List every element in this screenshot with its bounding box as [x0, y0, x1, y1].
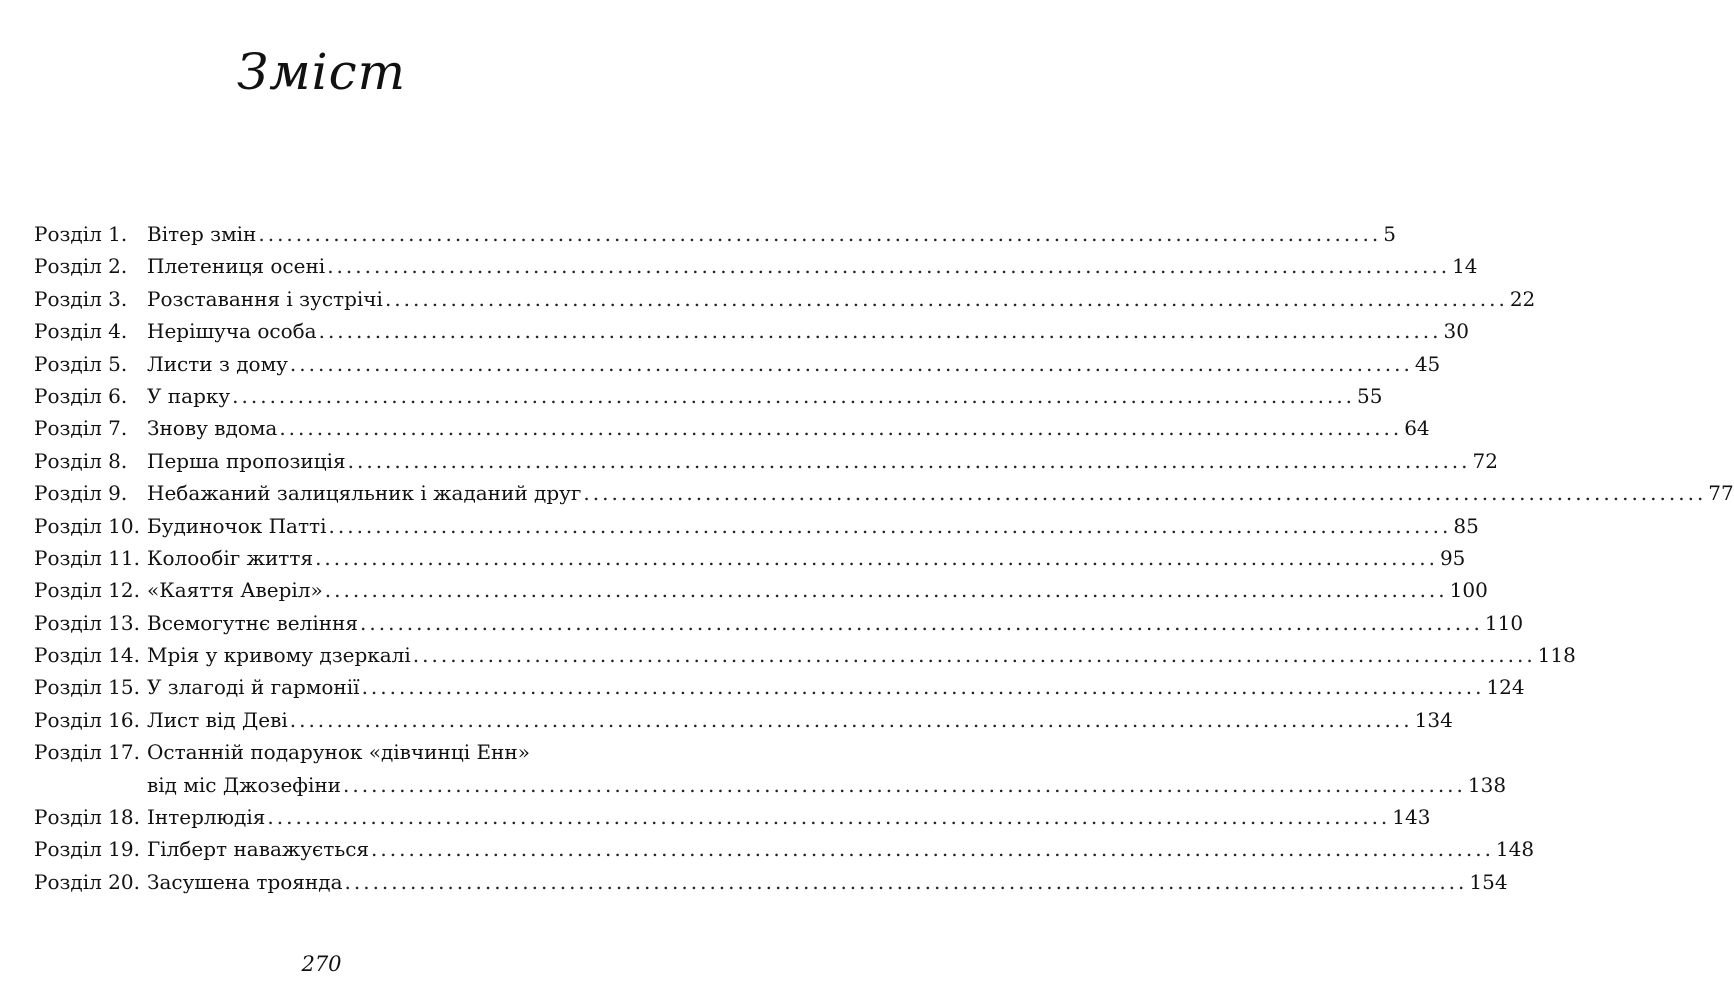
dot-leader: ........................................................................................................................ — [324, 578, 1448, 603]
chapter-title: Будиночок Патті — [147, 513, 327, 538]
chapter-page: 154 — [1469, 869, 1508, 894]
chapter-label: Розділ 4. — [34, 319, 128, 344]
toc-entry — [34, 639, 1576, 671]
toc-entry — [34, 412, 1430, 444]
toc-entry — [34, 315, 1469, 347]
page-number: 270 — [301, 952, 342, 976]
chapter-title: «Каяття Аверіл» — [147, 578, 323, 603]
chapter-label: Розділ 1. — [34, 222, 128, 246]
dot-leader: ........................................................................................................................ — [327, 254, 1451, 279]
toc-entry — [34, 574, 1488, 606]
chapter-page: 124 — [1486, 675, 1525, 700]
chapter-title: Гілберт наважується — [147, 837, 370, 862]
chapter-title: У парку — [147, 383, 231, 408]
dot-leader: ........................................................................................................................ — [267, 805, 1391, 830]
chapter-label: Розділ 13. — [34, 610, 140, 635]
chapter-label: Розділ 10. — [34, 513, 140, 538]
chapter-title: Всемогутнє веління — [147, 610, 359, 635]
chapter-label: Розділ 12. — [34, 578, 140, 603]
dot-leader: ........................................................................................................................ — [328, 513, 1452, 538]
chapter-page: 138 — [1467, 772, 1507, 797]
toc-entry — [34, 833, 1535, 865]
dot-leader: ........................................................................................................................ — [318, 319, 1442, 344]
dot-leader: ........................................................................................................................ — [361, 675, 1485, 700]
toc-entry — [34, 445, 1498, 477]
chapter-title: Останній подарунок «дівчинці Енн» — [147, 740, 530, 765]
dot-leader: ........................................................................................................................ — [384, 286, 1508, 311]
chapter-label: Розділ 8. — [34, 448, 128, 473]
toc-entry — [34, 283, 1536, 315]
dot-leader: ........................................................................................................................ — [258, 222, 1382, 246]
chapter-page: 45 — [1414, 351, 1441, 376]
toc-entry — [34, 218, 1396, 250]
chapter-title: Колообіг життя — [147, 545, 314, 570]
chapter-label: Розділ 7. — [34, 416, 128, 441]
chapter-label: Розділ 6. — [34, 383, 128, 408]
toc-entry — [34, 380, 1383, 412]
chapter-label: Розділ 5. — [34, 351, 128, 376]
chapter-label: Розділ 20. — [34, 869, 140, 894]
dot-leader: ........................................................................................................................ — [583, 481, 1707, 506]
chapter-title: Розставання і зустрічі — [147, 286, 383, 311]
chapter-title: Листи з дому — [147, 351, 288, 376]
toc-entry — [34, 542, 1466, 574]
dot-leader: ........................................................................................................................ — [344, 869, 1468, 894]
chapter-title-continuation: від міс Джозефіни — [147, 772, 341, 797]
chapter-label: Розділ 11. — [34, 545, 140, 570]
dot-leader: ........................................................................................................................ — [347, 448, 1471, 473]
toc-entry — [34, 736, 1507, 801]
dot-leader: ........................................................................................................................ — [343, 772, 1466, 797]
dot-leader: ........................................................................................................................ — [360, 610, 1483, 635]
toc-entry — [34, 348, 1441, 380]
chapter-label: Розділ 2. — [34, 254, 128, 279]
chapter-label: Розділ 18. — [34, 805, 140, 830]
chapter-title: Плетениця осені — [147, 254, 326, 279]
toc-entry — [34, 250, 1478, 282]
chapter-title: У злагоді й гармонії — [147, 675, 360, 700]
toc-entry — [34, 607, 1524, 639]
dot-leader: ........................................................................................................................ — [412, 643, 1536, 668]
toc-entry — [34, 866, 1508, 898]
chapter-label: Розділ 15. — [34, 675, 140, 700]
chapter-page: 85 — [1453, 513, 1479, 538]
chapter-page: 95 — [1439, 545, 1466, 570]
dot-leader: ........................................................................................................................ — [232, 383, 1356, 408]
dot-leader: ........................................................................................................................ — [371, 837, 1494, 862]
dot-leader: ........................................................................................................................ — [315, 545, 1438, 570]
chapter-page: 148 — [1495, 837, 1535, 862]
toc-entry — [34, 510, 1479, 542]
page-title: Зміст — [236, 43, 406, 101]
chapter-page: 64 — [1404, 416, 1430, 441]
table-of-contents — [34, 218, 1734, 898]
chapter-label: Розділ 19. — [34, 837, 140, 862]
chapter-title: Вітер змін — [147, 222, 257, 246]
chapter-title: Перша пропозиція — [147, 448, 346, 473]
toc-entry — [34, 801, 1431, 833]
chapter-page: 143 — [1392, 805, 1431, 830]
toc-entry — [34, 477, 1734, 509]
chapter-page: 100 — [1449, 578, 1488, 603]
chapter-label: Розділ 16. — [34, 707, 140, 732]
chapter-title: Нерішуча особа — [147, 319, 317, 344]
chapter-title: Знову вдома — [147, 416, 278, 441]
chapter-page: 72 — [1472, 448, 1498, 473]
chapter-title: Небажаний залицяльник і жаданий друг — [147, 481, 582, 506]
chapter-title: Лист від Деві — [147, 707, 288, 732]
toc-entry — [34, 704, 1453, 736]
chapter-page: 77 — [1708, 481, 1734, 506]
chapter-page: 22 — [1509, 286, 1536, 311]
chapter-label: Розділ 3. — [34, 286, 128, 311]
chapter-page: 14 — [1452, 254, 1478, 279]
chapter-title: Інтерлюдія — [147, 805, 266, 830]
toc-entry — [34, 671, 1525, 703]
dot-leader: ........................................................................................................................ — [289, 707, 1413, 732]
chapter-label: Розділ 14. — [34, 643, 140, 668]
chapter-page: 5 — [1383, 222, 1396, 246]
dot-leader: ........................................................................................................................ — [289, 351, 1413, 376]
chapter-page: 110 — [1484, 610, 1524, 635]
chapter-page: 30 — [1443, 319, 1469, 344]
chapter-title: Мрія у кривому дзеркалі — [147, 643, 411, 668]
chapter-page: 134 — [1414, 707, 1453, 732]
chapter-label: Розділ 9. — [34, 481, 128, 506]
chapter-page: 55 — [1357, 383, 1383, 408]
chapter-title: Засушена троянда — [147, 869, 343, 894]
chapter-label: Розділ 17. — [34, 740, 140, 765]
dot-leader: ........................................................................................................................ — [279, 416, 1403, 441]
chapter-page: 118 — [1537, 643, 1576, 668]
